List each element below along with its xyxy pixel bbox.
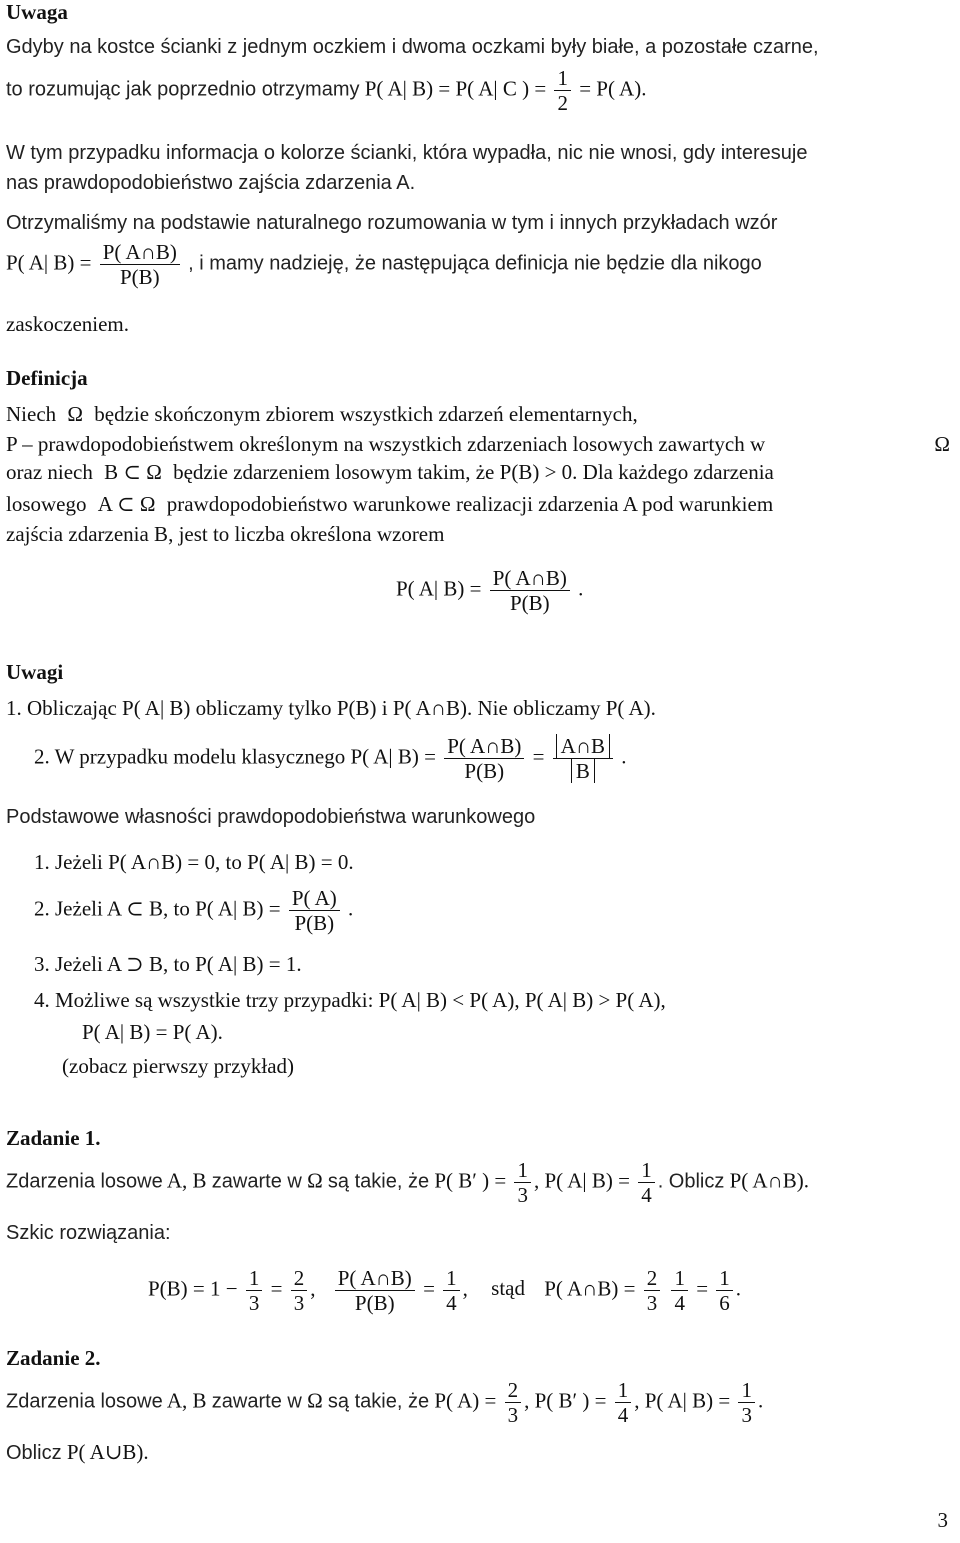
wlasnosc-2: 2. Jeżeli A ⊂ B, to P( A| B) = $\frac{P( A)}{P(B)}$ . [34, 886, 354, 936]
zadanie-1-statement: Zdarzenia losowe A, B zawarte w Ω są takie, że P( B′ ) = $\frac{1}{3}$ , P( A| B) = $\frac{1}{4}$ . Oblicz P( A∩B). [6, 1158, 809, 1208]
heading-zadanie-2: Zadanie 2. [6, 1346, 101, 1370]
definicja-line-4: losowego A ⊂ Ω prawdopodobieństwo warunkowe realizacji zdarzenia A pod warunkiem [6, 492, 774, 516]
uwaga-line-4: nas prawdopodobieństwo zajścia zdarzenia A. [6, 172, 416, 194]
heading-uwagi: Uwagi [6, 660, 64, 684]
definition-formula: P( A| B) = $\frac{P( A\cap B)}{P(B)}$ . [396, 566, 584, 616]
definicja-line-5: zajścia zdarzenia B, jest to liczba określona wzorem [6, 522, 445, 546]
fraction-one-half: $\frac{1}{2}$ [554, 66, 571, 115]
wlasnosc-4: 4. Możliwe są wszystkie trzy przypadki: P( A| B) < P( A), P( A| B) > P( A), [34, 988, 666, 1012]
uwaga-line-5: Otrzymaliśmy na podstawie naturalnego rozumowania w tym i innych przykładach wzór [6, 212, 778, 234]
formula-p-a-b-equals: P( A| B) = P( A| C ) = [364, 76, 547, 101]
uwaga-line-3: W tym przypadku informacja o kolorze ścianki, która wypadła, nic nie wnosi, gdy interesuje [6, 142, 808, 164]
heading-uwaga: Uwaga [6, 0, 68, 24]
zadanie-1-solution: P(B) = 1 − $\frac{1}{3}$ = $\frac{2}{3}$ , $\frac{P( A\cap B)}{P(B)}$ = $\frac{1}{4}$ , stąd P( A∩B) = $\frac{2}{3}$ $\frac{1}{4}$ = $\frac{1}{6}$ . [148, 1266, 742, 1316]
omega-symbol: Ω [934, 432, 950, 456]
uwaga-line-1: Gdyby na kostce ścianki z jednym oczkiem i dwoma oczkami były białe, a pozostałe czarne, [6, 36, 819, 58]
zadanie-2-task: Oblicz P( A∪B). [6, 1440, 149, 1464]
wlasnosc-4-cont: P( A| B) = P( A). [82, 1020, 223, 1044]
uwaga-formula-line: P( A| B) = $\frac{P( A\cap B)}{P(B)}$ , i mamy nadzieję, że następująca definicja nie będzie dla nikogo [6, 240, 762, 290]
uwaga-line-7: zaskoczeniem. [6, 312, 130, 336]
conditional-probability-fraction: $\frac{P( A\cap B)}{P(B)}$ [100, 240, 180, 289]
wlasnosc-1: 1. Jeżeli P( A∩B) = 0, to P( A| B) = 0. [34, 850, 354, 874]
classical-model-fraction: $\frac{A\cap B}{B}$ [553, 734, 613, 783]
zadanie-2-statement: Zdarzenia losowe A, B zawarte w Ω są takie, że P( A) = $\frac{2}{3}$ , P( B′ ) = $\frac{1}{4}$ , P( A| B) = $\frac{1}{3}$ . [6, 1378, 764, 1428]
definition-fraction: $\frac{P( A\cap B)}{P(B)}$ [490, 566, 570, 615]
szkic-rozwiazania-label: Szkic rozwiązania: [6, 1222, 171, 1244]
heading-wlasnosci: Podstawowe własności prawdopodobieństwa warunkowego [6, 806, 536, 828]
uwagi-item-1: 1. Obliczając P( A| B) obliczamy tylko P(B) i P( A∩B). Nie obliczamy P( A). [6, 696, 656, 720]
wlasnosc-3: 3. Jeżeli A ⊃ B, to P( A| B) = 1. [34, 952, 302, 976]
definicja-line-2: P – prawdopodobieństwem określonym na wszystkich zdarzeniach losowych zawartych w Ω [6, 432, 950, 456]
omega-symbol: Ω [67, 402, 84, 426]
heading-zadanie-1: Zadanie 1. [6, 1126, 101, 1150]
definicja-line-1: Niech Ω będzie skończonym zbiorem wszystkich zdarzeń elementarnych, [6, 402, 638, 426]
uwagi-item-2: 2. W przypadku modelu klasycznego P( A| B) = $\frac{P( A\cap B)}{P(B)}$ = $\frac{A\cap B}{B}$ . [34, 734, 627, 784]
uwaga-line-2: to rozumując jak poprzednio otrzymamy P( A| B) = P( A| C ) = $\frac{1}{2}$ = P( A). [6, 66, 647, 116]
heading-definicja: Definicja [6, 366, 88, 390]
page-number: 3 [937, 1508, 948, 1532]
definicja-line-3: oraz niech B ⊂ Ω będzie zdarzeniem losowym takim, że P(B) > 0. Dla każdego zdarzenia [6, 460, 774, 484]
wlasnosc-4-note: (zobacz pierwszy przykład) [62, 1054, 295, 1078]
